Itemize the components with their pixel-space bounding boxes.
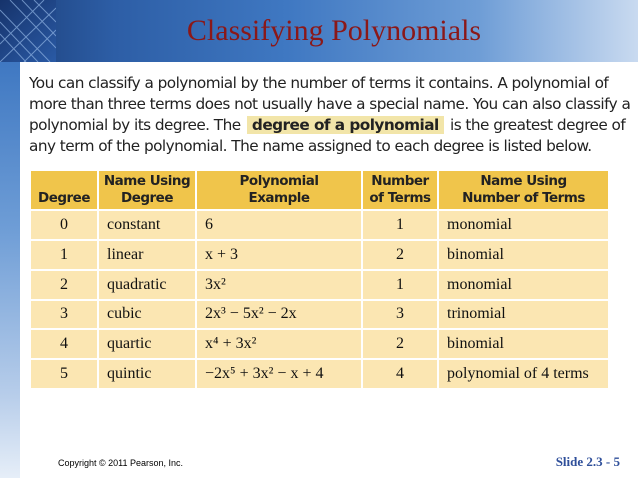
copyright-notice: Copyright © 2011 Pearson, Inc. — [58, 458, 184, 468]
polynomial-classification-table — [31, 171, 608, 388]
table-row — [31, 329, 608, 359]
cell-example: x⁴ + 3x² — [196, 329, 362, 359]
table-row — [31, 210, 608, 240]
intro-paragraph — [29, 73, 631, 157]
cell-degree-name: quintic — [98, 359, 196, 388]
cell-example: −2x⁵ + 3x² − x + 4 — [196, 359, 362, 388]
intro-line-1: You can classify a polynomial by the number of terms it contains. A polynomial of — [29, 74, 609, 92]
left-accent-bar — [0, 62, 20, 478]
cell-term-count: 2 — [362, 329, 438, 359]
cell-degree-name: cubic — [98, 300, 196, 330]
cell-term-count: 4 — [362, 359, 438, 388]
cell-degree: 5 — [31, 359, 98, 388]
cell-degree: 4 — [31, 329, 98, 359]
intro-line-3-end: is the greatest degree of — [450, 116, 626, 134]
cell-degree: 3 — [31, 300, 98, 330]
table-row — [31, 359, 608, 388]
column-header-name-using-degree: Name Using Degree — [98, 171, 196, 210]
cell-degree-name: quartic — [98, 329, 196, 359]
cell-example: 2x³ − 5x² − 2x — [196, 300, 362, 330]
cell-term-count: 1 — [362, 210, 438, 240]
cell-term-count: 1 — [362, 270, 438, 300]
intro-line-2: more than three terms does not usually have a special name. You can also classify a — [29, 95, 631, 113]
table-row — [31, 300, 608, 330]
cell-degree-name: linear — [98, 240, 196, 270]
slide-number: Slide 2.3 - 5 — [555, 454, 620, 469]
cell-term-name: monomial — [438, 210, 608, 240]
intro-line-4: any term of the polynomial. The name assigned to each degree is listed below. — [29, 137, 592, 155]
cell-degree: 0 — [31, 210, 98, 240]
table-header-row — [31, 171, 608, 210]
slide-title: Classifying Polynomials — [186, 14, 482, 47]
column-header-polynomial-example: Polynomial Example — [196, 171, 362, 210]
column-header-degree: Degree — [31, 171, 98, 210]
column-header-name-using-number-of-terms: Name Using Number of Terms — [438, 171, 608, 210]
cell-term-name: monomial — [438, 270, 608, 300]
table-row — [31, 270, 608, 300]
cell-degree-name: constant — [98, 210, 196, 240]
cell-term-name: trinomial — [438, 300, 608, 330]
intro-line-3-start: polynomial by its degree. The — [29, 116, 241, 134]
intro-line-3 — [29, 115, 626, 136]
cell-term-name: binomial — [438, 329, 608, 359]
cell-example: 6 — [196, 210, 362, 240]
cell-example: 3x² — [196, 270, 362, 300]
cell-degree-name: quadratic — [98, 270, 196, 300]
cell-example: x + 3 — [196, 240, 362, 270]
cell-degree: 2 — [31, 270, 98, 300]
column-header-number-of-terms: Number of Terms — [362, 171, 438, 210]
cell-term-count: 2 — [362, 240, 438, 270]
cell-degree: 1 — [31, 240, 98, 270]
cell-term-name: binomial — [438, 240, 608, 270]
highlighted-term: degree of a polynomial — [247, 116, 444, 134]
table-row — [31, 240, 608, 270]
cell-term-name: polynomial of 4 terms — [438, 359, 608, 388]
cell-term-count: 3 — [362, 300, 438, 330]
